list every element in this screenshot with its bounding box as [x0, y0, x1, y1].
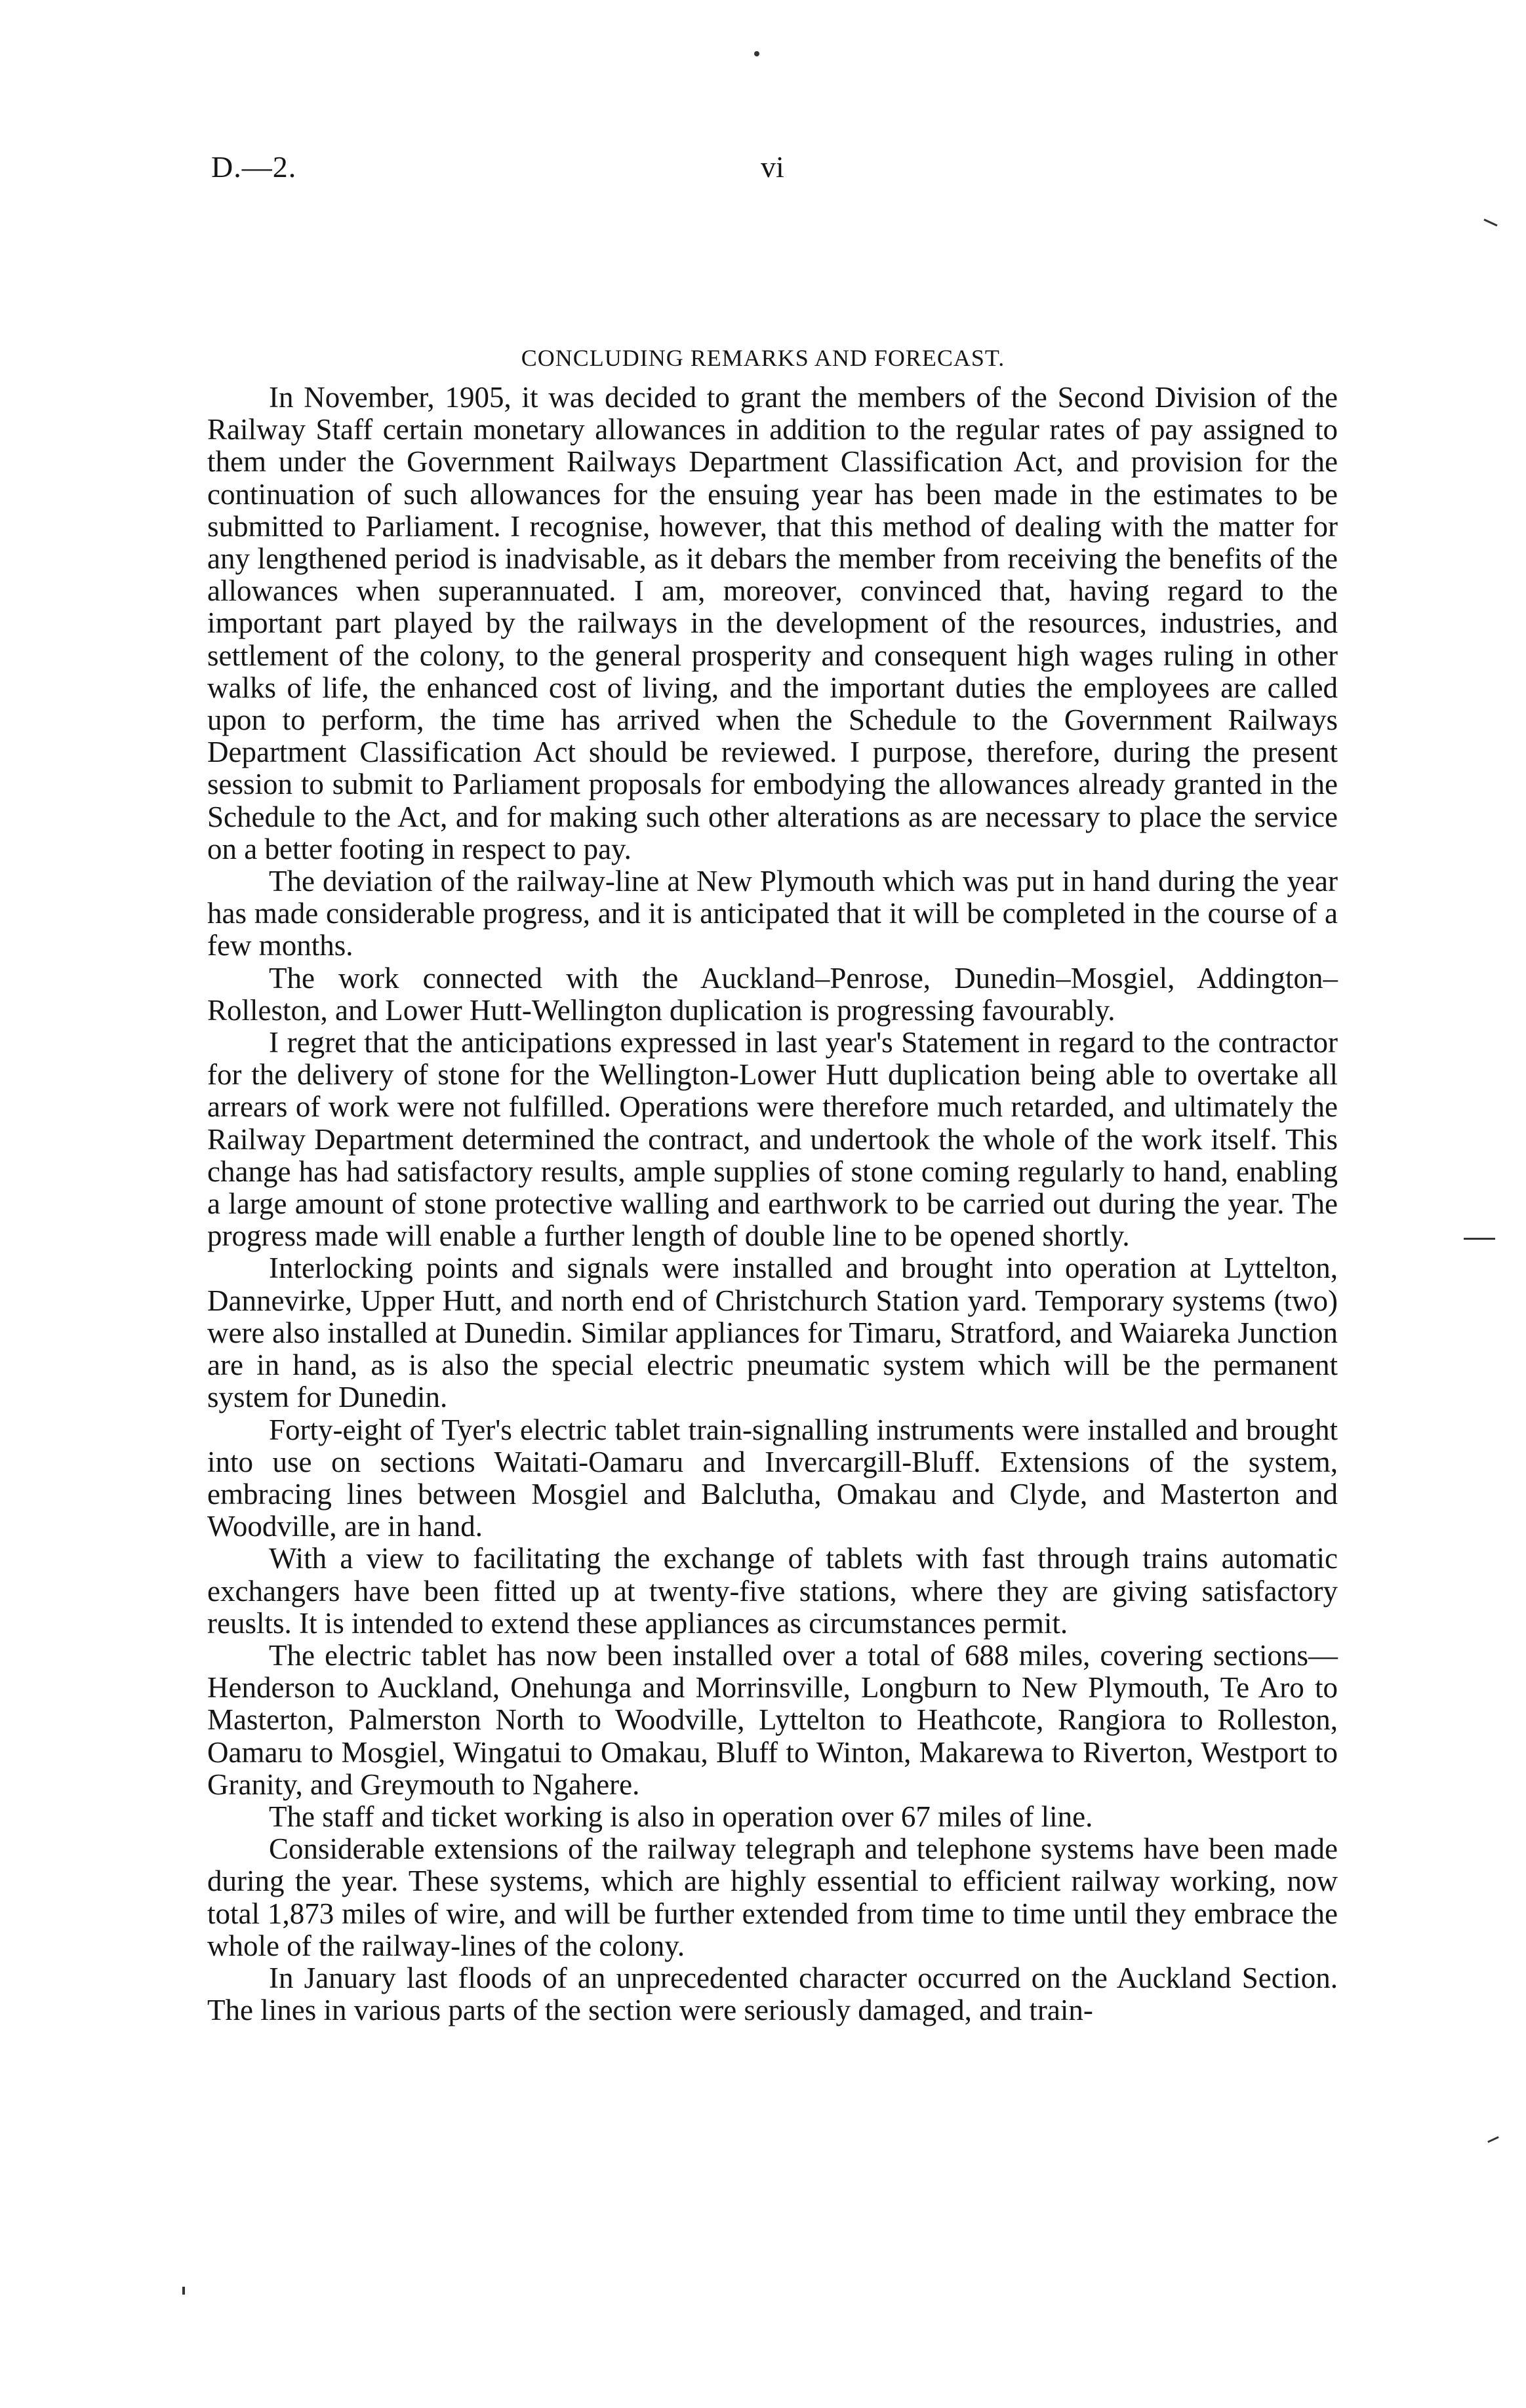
scan-mark: [182, 2287, 185, 2295]
paragraph: Interlocking points and signals were installed and brought into operation at Lyttelton, Dannevirke, Upper Hutt, and north end of Christchurch Station yard. Temporary systems (two) were also installed at Dunedin. Similar appliances for Timaru, Stratford, and Waiareka Junction are in hand, as is also the special electric pneumatic system which will be the permanent system for Dunedin.: [207, 1252, 1338, 1414]
paragraph: With a view to facilitating the exchange of tablets with fast through trains automatic exchangers have been fitted up at twenty-five stations, where they are giving satisfactory reuslts. It is intended to extend these appliances as circumstances permit.: [207, 1542, 1338, 1640]
paragraph: The staff and ticket working is also in operation over 67 miles of line.: [269, 1800, 1093, 1833]
scan-mark: [1483, 218, 1497, 226]
paragraph: Forty-eight of Tyer's electric tablet train-signalling instruments were installed and brought into use on sections Waitati-Oamaru and Invercargill-Bluff. Extensions of the system, embracing lines between Mosgiel and Balclutha, Omakau and Clyde, and Masterton and Woodville, are in hand.: [207, 1413, 1338, 1543]
document-reference: D.—2.: [211, 150, 297, 184]
page-number: vi: [761, 150, 784, 184]
paragraph: Considerable extensions of the railway telegraph and telephone systems have been made during the year. These systems, which are highly essential to efficient railway working, now total 1,873 miles of wire, and will be further extended from time to time until they embrace the whole of the railway-lines of the colony.: [207, 1832, 1338, 1962]
section-title: CONCLUDING REMARKS AND FORECAST.: [521, 345, 1005, 371]
scan-mark: [754, 51, 759, 56]
scan-mark: [1487, 2136, 1499, 2142]
paragraph: In January last floods of an unprecedented character occurred on the Auckland Section. The lines in various parts of the section were seriously damaged, and train-: [207, 1961, 1338, 2027]
paragraph: The electric tablet has now been installed over a total of 688 miles, covering sections—Henderson to Auckland, Onehunga and Morrinsville, Longburn to New Plymouth, Te Aro to Masterton, Palmerston North to Woodville, Lyttelton to Heathcote, Rangiora to Rolleston, Oamaru to Mosgiel, Wingatui to Omakau, Bluff to Winton, Makarewa to Riverton, Westport to Granity, and Greymouth to Ngahere.: [207, 1638, 1338, 1801]
paragraph: The work connected with the Auckland–Penrose, Dunedin–Mosgiel, Addington–Rolleston, and Lower Hutt-Wellington duplication is progressing favourably.: [207, 961, 1338, 1027]
paragraph: In November, 1905, it was decided to grant the members of the Second Division of the Railway Staff certain monetary allowances in addition to the regular rates of pay assigned to them under the Government Railways Department Classification Act, and provision for the continuation of such allowances for the ensuing year has been made in the estimates to be submitted to Parliament. I recognise, however, that this method of dealing with the matter for any lengthened period is inadvisable, as it debars the member from receiving the benefits of the allowances when superannuated. I am, moreover, convinced that, having regard to the important part played by the railways in the development of the resources, industries, and settlement of the colony, to the general prosperity and consequent high wages ruling in other walks of life, the enhanced cost of living, and the important duties the employees are called upon to perform, the time has arrived when the Schedule to the Government Railways Department Classification Act should be reviewed. I purpose, therefore, during the present session to submit to Parliament proposals for embodying the allowances already granted in the Schedule to the Act, and for making such other alterations as are necessary to place the service on a better footing in respect to pay.: [207, 381, 1338, 865]
paragraph: The deviation of the railway-line at New Plymouth which was put in hand during the year has made considerable progress, and it is anticipated that it will be completed in the course of a few months.: [207, 865, 1338, 962]
scan-mark: [1464, 1238, 1495, 1240]
body-text: [207, 382, 1338, 2026]
paragraph: I regret that the anticipations expressed in last year's Statement in regard to the contractor for the delivery of stone for the Wellington-Lower Hutt duplication being able to overtake all arrears of work were not fulfilled. Operations were therefore much retarded, and ultimately the Railway Department determined the contract, and undertook the whole of the work itself. This change has had satisfactory results, ample supplies of stone coming regularly to hand, enabling a large amount of stone protective walling and earthwork to be carried out during the year. The progress made will enable a further length of double line to be opened shortly.: [207, 1026, 1338, 1253]
